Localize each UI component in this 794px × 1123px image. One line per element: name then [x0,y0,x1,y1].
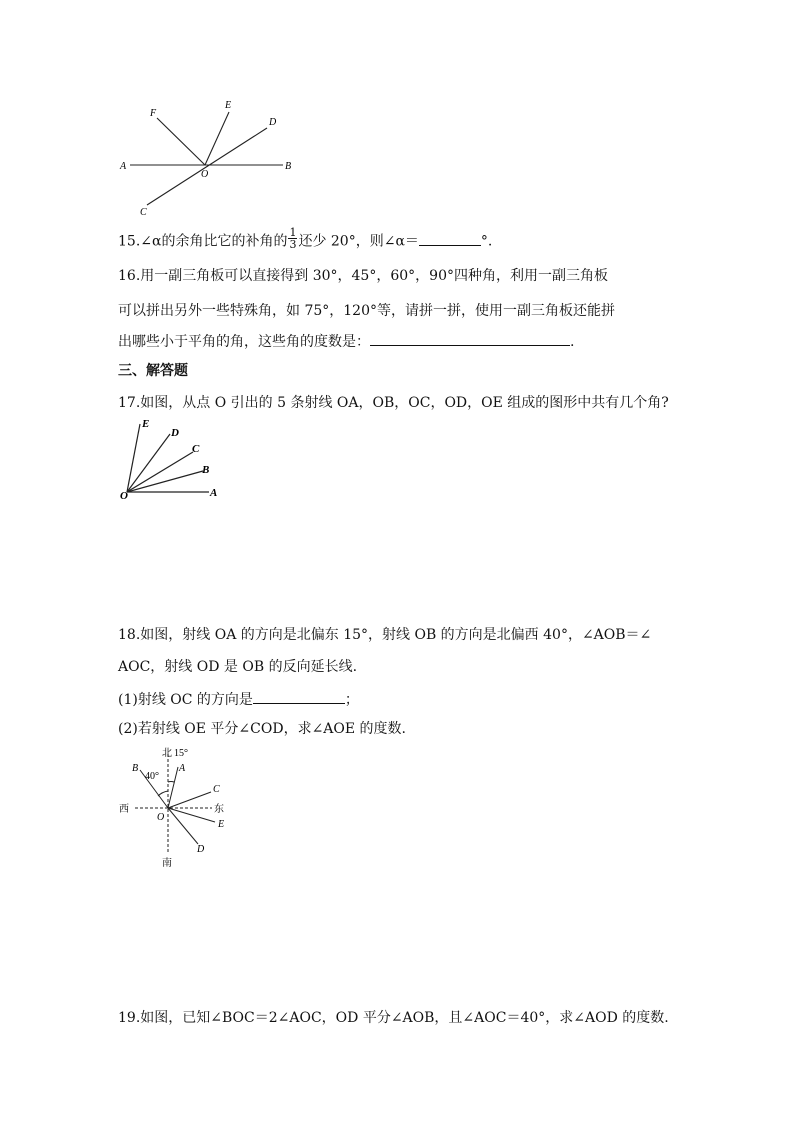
label-C: C [192,443,200,455]
ray-OB [127,471,203,492]
label-west: 西 [119,804,129,815]
figure-q17-rays [115,415,235,505]
label-15deg: 15° [174,748,188,759]
ray-OE [127,424,140,492]
label-O: O [120,490,128,502]
label-D: D [269,117,277,128]
label-A: A [210,487,218,499]
label-B: B [285,161,292,172]
ray-OE [168,808,215,822]
ray-OD [127,434,170,492]
question-18-line2: AOC，射线 OD 是 OB 的反向延长线. [118,659,358,675]
section-title: 三、解答题 [118,363,188,379]
label-B: B [132,763,139,774]
question-16-line2: 可以拼出另外一些特殊角，如 75°，120°等，请拼一拼，使用一副三角板还能拼 [118,303,615,319]
label-40deg: 40° [145,771,159,782]
label-C: C [140,207,147,218]
label-E: E [225,100,232,111]
question-16-line3: 出哪些小于平角的角，这些角的度数是： . [118,331,574,352]
label-F: F [150,108,157,119]
label-east: 东 [214,804,224,815]
label-D: D [171,427,179,439]
label-B: B [202,464,210,476]
line-CD [147,128,267,205]
question-17: 17.如图，从点 O 引出的 5 条射线 OA，OB，OC，OD，OE 组成的图形中共有几个角? [118,395,669,411]
ray-OD [168,808,198,844]
label-O: O [201,169,209,180]
angle-arc-15 [168,782,174,783]
figure-q18-compass [112,744,242,872]
label-O: O [157,812,165,823]
fraction-one-third: $\frac{1}{3}$ [289,226,297,251]
label-E: E [218,819,225,830]
question-16-line1: 16.用一副三角板可以直接得到 30°，45°，60°，90°四种角，利用一副三角板 [118,268,608,284]
label-south: 南 [162,858,172,869]
label-north: 北 [162,748,172,759]
label-A: A [179,763,186,774]
question-18-line1: 18.如图，射线 OA 的方向是北偏东 15°，射线 OB 的方向是北偏西 40°，∠AOB＝∠ [118,627,652,643]
question-18-part2: (2)若射线 OE 平分∠COD，求∠AOE 的度数. [118,721,407,737]
ray-OF [157,118,205,165]
angle-arc-40 [158,791,168,796]
answer-blank-q16[interactable] [370,331,570,346]
answer-blank-q18[interactable] [253,689,345,704]
question-15: 15.∠α的余角比它的补角的 $\frac{1}{3}$ 还少 20°，则∠α＝ °. [118,226,493,251]
label-D: D [197,844,205,855]
answer-blank-q15[interactable] [419,231,481,246]
ray-OC [127,452,193,492]
ray-OA [168,767,178,808]
question-19: 19.如图，已知∠BOC＝2∠AOC，OD 平分∠AOB，且∠AOC＝40°，求∠AOD 的度数. [118,1010,669,1026]
label-A: A [120,161,127,172]
question-18-part1: (1)射线 OC 的方向是 ； [118,689,359,710]
figure-q15-lines [115,95,305,220]
label-C: C [213,784,220,795]
ray-OC [168,792,211,808]
ray-OE [205,112,229,165]
label-E: E [142,418,150,430]
